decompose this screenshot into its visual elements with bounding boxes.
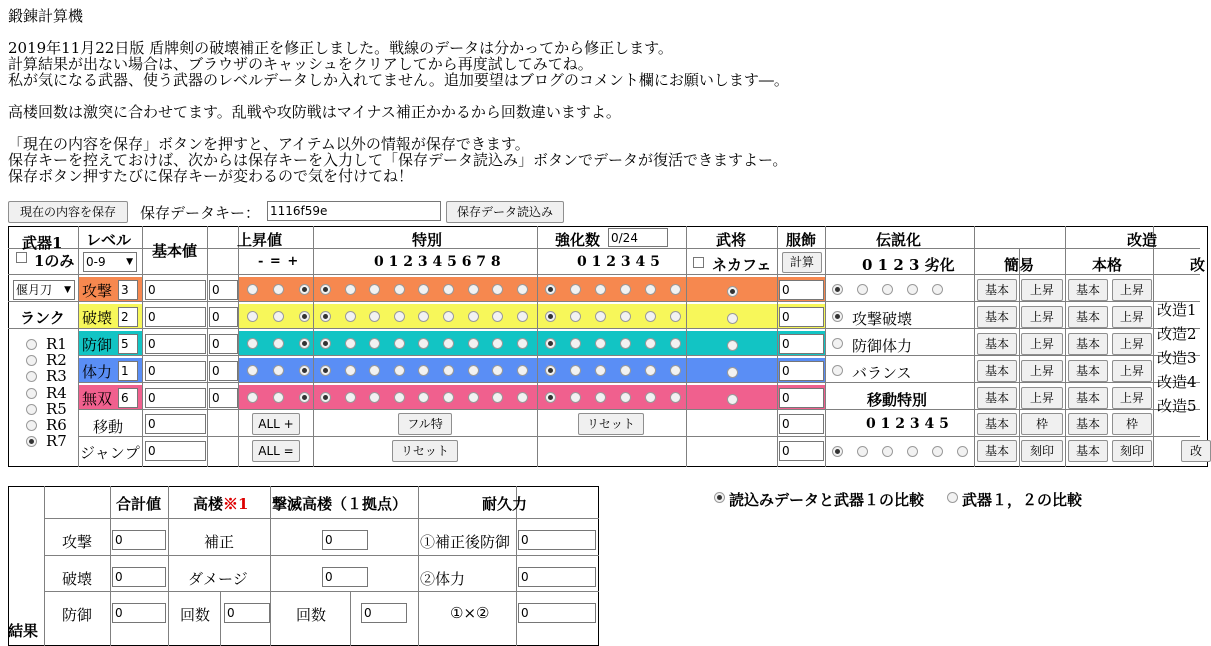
mod-simple-frame-button[interactable]: 枠: [1021, 413, 1063, 435]
enhance-radio[interactable]: [570, 311, 581, 322]
rank-label: R6: [46, 416, 67, 434]
result-count-label: 回数: [180, 606, 211, 624]
weapon-type-select[interactable]: [13, 280, 75, 300]
special-radio[interactable]: [320, 365, 331, 376]
jump-label: ジャンプ: [80, 444, 140, 462]
legend-option-2: 防御体力: [852, 337, 913, 355]
mod-simple-rise-button[interactable]: 上昇: [1021, 306, 1063, 328]
special-radio[interactable]: [443, 392, 454, 403]
enhance-radio[interactable]: [645, 311, 656, 322]
result-attack-total[interactable]: 0: [112, 530, 166, 550]
rank-radio[interactable]: [26, 388, 37, 399]
result-defense-total[interactable]: 0: [112, 603, 166, 623]
result-side-label: 結果: [8, 622, 39, 640]
stat-band: [538, 277, 686, 302]
result-row-defense: 防御: [62, 606, 93, 624]
stat-base-input[interactable]: 0: [145, 307, 206, 327]
enhance-radio[interactable]: [595, 311, 606, 322]
legend-scale: 0 1 2 3 劣化: [862, 256, 955, 274]
page-title: 鍛錬計算機: [8, 7, 84, 25]
stat-name: 破壊: [82, 309, 113, 327]
enhance-radio[interactable]: [595, 392, 606, 403]
result-col-total: 合計値: [116, 495, 162, 513]
special-header: 特別: [412, 231, 443, 249]
stat-base-input[interactable]: 0: [145, 334, 206, 354]
general-radio[interactable]: [727, 367, 738, 378]
mod-simple-basic-button[interactable]: 基本: [977, 413, 1017, 435]
grid-line: [220, 591, 221, 646]
result-col-durability: 耐久力: [482, 495, 528, 513]
stat-level-input[interactable]: 6: [118, 388, 138, 408]
grid-line: [142, 226, 143, 467]
rank-label: R4: [46, 383, 67, 402]
stat-level-input[interactable]: 5: [118, 334, 138, 354]
stat-rise-input[interactable]: 0: [209, 361, 238, 381]
special-radio[interactable]: [320, 284, 331, 295]
mod-full-basic-button[interactable]: 基本: [1068, 440, 1108, 462]
special-radio[interactable]: [320, 311, 331, 322]
general-radio[interactable]: [727, 286, 738, 297]
legend-radio-degrade[interactable]: [932, 284, 943, 295]
intro-line-7: 保存ボタン押すたびに保存キーが変わるので気を付けてね！: [8, 167, 414, 185]
rise-radio[interactable]: [247, 311, 258, 322]
rise-radio[interactable]: [273, 338, 284, 349]
mod-full-rise-button[interactable]: 上昇: [1112, 279, 1152, 301]
special-radio[interactable]: [320, 338, 331, 349]
grid-line: [686, 226, 687, 467]
move-special-radio[interactable]: [907, 446, 918, 457]
rise-radio[interactable]: [273, 365, 284, 376]
rise-radio[interactable]: [273, 311, 284, 322]
mod-label: 改造5: [1157, 397, 1197, 415]
enhance-radio[interactable]: [620, 365, 631, 376]
grid-line: [78, 436, 1200, 437]
result-destroy-count-label: 回数: [296, 606, 327, 624]
special-radio[interactable]: [443, 284, 454, 295]
enhance-radio[interactable]: [645, 365, 656, 376]
rise-radio[interactable]: [299, 311, 310, 322]
level-header: レベル: [86, 231, 132, 249]
compare-option-2: 武器１，２の比較: [962, 491, 1083, 509]
legend-radio-0[interactable]: [832, 284, 843, 295]
special-radio[interactable]: [394, 311, 405, 322]
grid-line: [168, 486, 169, 646]
grid-line: [78, 409, 1200, 410]
grid-line: [270, 486, 271, 646]
grid-line: [78, 328, 1200, 329]
rank-label: R1: [46, 335, 67, 353]
jump-costume-input[interactable]: 0: [779, 441, 824, 461]
enhance-radio[interactable]: [570, 338, 581, 349]
mod-simple-header: 簡易: [1004, 256, 1035, 274]
mod-full-basic-button[interactable]: 基本: [1068, 360, 1108, 382]
only1-checkbox[interactable]: [16, 252, 27, 263]
mod-simple-basic-button[interactable]: 基本: [977, 279, 1017, 301]
mod-simple-rise-button[interactable]: 上昇: [1021, 279, 1063, 301]
mod-header: 改造: [1127, 231, 1158, 249]
grid-line: [110, 486, 111, 646]
weapon-header: 武器1: [22, 234, 63, 252]
intro-line-2: 計算結果が出ない場合は、ブラウザのキャッシュをクリアしてから再度試してみてね。: [8, 55, 593, 73]
special-radio[interactable]: [468, 392, 479, 403]
intro-line-1: 2019年11月22日版 盾牌剣の破壊補正を修正しました。戦線のデータは分かってから修正します。: [8, 39, 673, 57]
full-special-button[interactable]: フル特: [398, 413, 452, 435]
special-radio[interactable]: [468, 311, 479, 322]
reset-special-button[interactable]: リセット: [392, 440, 458, 462]
legend-option-radio-3[interactable]: [832, 365, 843, 376]
result-def-after-label: ①補正後防御: [420, 533, 511, 551]
result-def-after-value[interactable]: 0: [518, 530, 596, 550]
mod-full-rise-button[interactable]: 上昇: [1112, 306, 1152, 328]
special-radio[interactable]: [345, 392, 356, 403]
stat-rise-input[interactable]: 0: [209, 388, 238, 408]
mod-full-rise-button[interactable]: 上昇: [1112, 387, 1152, 409]
enhance-radio[interactable]: [645, 284, 656, 295]
rise-radio[interactable]: [247, 338, 258, 349]
grid-line: [1153, 226, 1154, 467]
result-row-destroy: 破壊: [62, 570, 93, 588]
only1-label: 1のみ: [34, 252, 75, 270]
special-radio[interactable]: [468, 365, 479, 376]
move-special-radio[interactable]: [882, 446, 893, 457]
intro-line-6: 保存キーを控えておけば、次からは保存キーを入力して「保存データ読込み」ボタンでデータが復活できますよー。: [8, 151, 788, 169]
grid-line: [238, 226, 239, 467]
mod-label: 改造3: [1157, 349, 1197, 367]
result-damage-value[interactable]: 0: [322, 567, 368, 587]
enhance-radio[interactable]: [545, 365, 556, 376]
legend-option-1: 攻撃破壊: [852, 310, 913, 328]
stat-rise-input[interactable]: 0: [209, 334, 238, 354]
stat-costume-input[interactable]: 0: [779, 307, 824, 327]
rank-radio[interactable]: [26, 339, 37, 350]
special-radio[interactable]: [345, 365, 356, 376]
rise-radio[interactable]: [299, 284, 310, 295]
enhance-radio[interactable]: [570, 365, 581, 376]
grid-line: [825, 226, 826, 467]
move-special-header: 移動特別: [867, 391, 928, 409]
result-correction-value[interactable]: 0: [322, 530, 368, 550]
rise-radio[interactable]: [273, 392, 284, 403]
special-radio[interactable]: [468, 338, 479, 349]
mod-full-engrave-button[interactable]: 刻印: [1112, 440, 1152, 462]
mod-cut-button[interactable]: 改: [1181, 440, 1211, 462]
special-radio[interactable]: [394, 392, 405, 403]
compare-option-1: 読込みデータと武器１の比較: [729, 491, 925, 509]
result-correction-label: 補正: [204, 533, 235, 551]
move-costume-input[interactable]: 0: [779, 414, 824, 434]
result-hp-value[interactable]: 0: [518, 567, 596, 587]
base-header: 基本値: [152, 242, 198, 260]
legend-radio-2[interactable]: [882, 284, 893, 295]
result-hp-label: ②体力: [420, 570, 466, 588]
special-radio[interactable]: [394, 365, 405, 376]
result-damage-label: ダメージ: [188, 570, 248, 588]
jump-input[interactable]: 0: [145, 441, 206, 461]
enhance-radio[interactable]: [670, 338, 681, 349]
mod-full-basic-button[interactable]: 基本: [1068, 333, 1108, 355]
stat-name: 体力: [82, 363, 113, 381]
stat-name: 防御: [82, 336, 113, 354]
enhance-radio[interactable]: [545, 338, 556, 349]
mod-simple-basic-button[interactable]: 基本: [977, 387, 1017, 409]
legend-radio-3[interactable]: [907, 284, 918, 295]
stat-rise-input[interactable]: 0: [209, 280, 238, 300]
result-product-value[interactable]: 0: [518, 603, 596, 623]
nekofe-checkbox[interactable]: [693, 257, 704, 268]
all-plus-button[interactable]: ALL +: [252, 413, 300, 435]
mod-simple-basic-button[interactable]: 基本: [977, 360, 1017, 382]
enhance-radio[interactable]: [645, 392, 656, 403]
all-eq-button[interactable]: ALL =: [252, 440, 300, 462]
result-row-attack: 攻撃: [62, 533, 93, 551]
mod-full-basic-button[interactable]: 基本: [1068, 306, 1108, 328]
grid-line: [78, 355, 1200, 356]
mod-label: 改造2: [1157, 325, 1197, 343]
enhance-radio[interactable]: [570, 392, 581, 403]
chevron-down-icon: ▼: [64, 285, 71, 295]
rank-label: ランク: [20, 309, 65, 327]
level-select-value: 0-9: [86, 255, 106, 269]
mod-full-rise-button[interactable]: 上昇: [1112, 333, 1152, 355]
nekofe-label: ネカフェ: [712, 256, 772, 274]
enhance-radio[interactable]: [545, 284, 556, 295]
result-col-tower-text: 高楼: [193, 495, 224, 513]
special-scale: 0 1 2 3 4 5 6 7 8: [374, 254, 501, 270]
enhance-radio[interactable]: [620, 338, 631, 349]
enhance-radio[interactable]: [545, 392, 556, 403]
stat-costume-input[interactable]: 0: [779, 361, 824, 381]
mod-full-frame-button[interactable]: 枠: [1112, 413, 1152, 435]
stat-band: [538, 331, 686, 356]
special-radio[interactable]: [443, 365, 454, 376]
enhance-radio[interactable]: [645, 338, 656, 349]
stat-base-input[interactable]: 0: [145, 280, 206, 300]
mod-simple-basic-button[interactable]: 基本: [977, 440, 1017, 462]
enhance-radio[interactable]: [620, 284, 631, 295]
stat-base-input[interactable]: 0: [145, 361, 206, 381]
result-count-value[interactable]: 0: [224, 603, 270, 623]
stat-costume-input[interactable]: 0: [779, 334, 824, 354]
stat-band: [538, 385, 686, 410]
grid-line: [313, 226, 314, 467]
special-radio[interactable]: [320, 392, 331, 403]
level-select[interactable]: [83, 252, 137, 272]
special-radio[interactable]: [345, 311, 356, 322]
result-product-label: ①×②: [450, 604, 490, 622]
special-radio[interactable]: [443, 311, 454, 322]
rise-radio[interactable]: [299, 365, 310, 376]
legend-option-radio-2[interactable]: [832, 338, 843, 349]
mod-full-basic-button[interactable]: 基本: [1068, 279, 1108, 301]
enhance-header: 強化数: [555, 231, 601, 249]
reset-enhance-button[interactable]: リセット: [578, 413, 644, 435]
load-button[interactable]: 保存データ読込み: [446, 201, 564, 223]
enhance-radio[interactable]: [595, 338, 606, 349]
save-key-input[interactable]: 1116f59e: [267, 201, 441, 221]
mod-simple-basic-button[interactable]: 基本: [977, 306, 1017, 328]
grid-line: [537, 226, 538, 467]
rise-radio[interactable]: [273, 284, 284, 295]
grid-line: [1019, 248, 1020, 467]
mod-label: 改造1: [1157, 301, 1197, 319]
stat-base-input[interactable]: 0: [145, 388, 206, 408]
legend-header: 伝説化: [876, 231, 922, 249]
stat-level-input[interactable]: 1: [118, 361, 138, 381]
result-destroy-count-value[interactable]: 0: [361, 603, 407, 623]
compare-radio-1[interactable]: [714, 492, 725, 503]
grid-line: [974, 226, 975, 467]
general-radio[interactable]: [727, 340, 738, 351]
special-radio[interactable]: [468, 284, 479, 295]
stat-level-input[interactable]: 2: [118, 307, 138, 327]
rise-radio[interactable]: [299, 338, 310, 349]
move-special-scale: 0 1 2 3 4 5: [866, 416, 949, 432]
enhance-radio[interactable]: [670, 392, 681, 403]
intro-line-4: 高楼回数は激突に合わせてます。乱戦や攻防戦はマイナス補正かかるから回数違いますよ。: [8, 103, 621, 121]
enhance-radio[interactable]: [595, 284, 606, 295]
rank-label: R2: [46, 351, 67, 370]
compare-radio-2[interactable]: [947, 492, 958, 503]
general-radio[interactable]: [727, 394, 738, 405]
result-col-tower-mark: ※1: [223, 495, 249, 513]
result-col-tower: [193, 493, 248, 514]
mod-cut-header: 改: [1190, 256, 1206, 274]
stat-level-input[interactable]: 3: [118, 280, 138, 300]
special-radio[interactable]: [394, 338, 405, 349]
rank-label: R7: [46, 432, 67, 451]
mod-simple-rise-button[interactable]: 上昇: [1021, 360, 1063, 382]
grid-line: [207, 226, 208, 467]
legend-radio-1[interactable]: [857, 284, 868, 295]
rise-radio[interactable]: [247, 284, 258, 295]
general-header: 武将: [716, 231, 747, 249]
special-radio[interactable]: [443, 338, 454, 349]
special-radio[interactable]: [517, 311, 528, 322]
mod-full-basic-button[interactable]: 基本: [1068, 413, 1108, 435]
move-special-radio[interactable]: [857, 446, 868, 457]
stat-band: [538, 358, 686, 383]
stat-rise-input[interactable]: 0: [209, 307, 238, 327]
grid-line: [777, 226, 778, 467]
enhance-radio[interactable]: [620, 392, 631, 403]
stat-costume-input[interactable]: 0: [779, 280, 824, 300]
special-radio[interactable]: [517, 392, 528, 403]
grid-line: [1065, 226, 1066, 467]
move-special-radio[interactable]: [932, 446, 943, 457]
special-radio[interactable]: [345, 284, 356, 295]
mod-full-header: 本格: [1092, 256, 1123, 274]
grid-line: [8, 274, 78, 275]
mod-simple-engrave-button[interactable]: 刻印: [1021, 440, 1063, 462]
enhance-radio[interactable]: [670, 284, 681, 295]
legend-option-3: バランス: [852, 364, 912, 382]
mod-simple-rise-button[interactable]: 上昇: [1021, 387, 1063, 409]
grid-line: [44, 486, 45, 646]
grid-line: [78, 226, 79, 467]
save-button[interactable]: 現在の内容を保存: [8, 201, 128, 223]
enhance-radio[interactable]: [670, 365, 681, 376]
rank-label: R3: [46, 367, 67, 386]
grid-line: [418, 486, 419, 646]
enhance-radio[interactable]: [545, 311, 556, 322]
grid-line: [8, 301, 78, 302]
rise-radio[interactable]: [247, 365, 258, 376]
grid-line: [78, 382, 1200, 383]
grid-line: [78, 301, 1200, 302]
save-key-label: 保存データキー：: [140, 204, 261, 222]
grid-line: [8, 328, 78, 329]
stat-costume-input[interactable]: 0: [779, 388, 824, 408]
rank-radio[interactable]: [26, 404, 37, 415]
enhance-radio[interactable]: [570, 284, 581, 295]
general-radio[interactable]: [727, 313, 738, 324]
special-radio[interactable]: [517, 284, 528, 295]
legend-option-radio-1[interactable]: [832, 311, 843, 322]
stat-name: 攻撃: [82, 282, 113, 300]
costume-header: 服飾: [786, 231, 817, 249]
mod-label: 改造4: [1157, 373, 1197, 391]
rise-header: 上昇値: [237, 231, 283, 249]
result-destroy-total[interactable]: 0: [112, 567, 166, 587]
move-special-radio[interactable]: [832, 446, 843, 457]
move-input[interactable]: 0: [145, 414, 206, 434]
move-special-radio[interactable]: [957, 446, 968, 457]
special-radio[interactable]: [517, 365, 528, 376]
intro-line-3: 私が気になる武器、使う武器のレベルデータしか入れてません。追加要望はブログのコメント欄にお願いします―。: [8, 71, 789, 89]
enhance-radio[interactable]: [595, 365, 606, 376]
weapon-type-value: 偃月刀: [16, 283, 53, 297]
rise-scale: - = +: [258, 254, 300, 269]
enhance-radio[interactable]: [620, 311, 631, 322]
special-radio[interactable]: [394, 284, 405, 295]
rank-radio[interactable]: [26, 420, 37, 431]
chevron-down-icon: ▼: [126, 257, 133, 267]
enhance-radio[interactable]: [670, 311, 681, 322]
mod-full-basic-button[interactable]: 基本: [1068, 387, 1108, 409]
move-label: 移動: [93, 418, 124, 436]
mod-full-rise-button[interactable]: 上昇: [1112, 360, 1152, 382]
stat-name: 無双: [82, 390, 113, 408]
stat-band: [538, 304, 686, 329]
enhance-scale: 0 1 2 3 4 5: [577, 254, 660, 270]
result-col-destroy: 撃滅高楼（１拠点）: [272, 495, 408, 513]
special-radio[interactable]: [345, 338, 356, 349]
intro-line-5: 「現在の内容を保存」ボタンを押すと、アイテム以外の情報が保存できます。: [8, 135, 530, 153]
mod-simple-rise-button[interactable]: 上昇: [1021, 333, 1063, 355]
rise-radio[interactable]: [299, 392, 310, 403]
enhance-input[interactable]: 0/24: [608, 228, 668, 247]
mod-simple-basic-button[interactable]: 基本: [977, 333, 1017, 355]
rise-radio[interactable]: [247, 392, 258, 403]
grid-line: [350, 591, 351, 646]
calc-button[interactable]: 計算: [782, 252, 822, 273]
rank-label: R5: [46, 399, 67, 418]
special-radio[interactable]: [517, 338, 528, 349]
